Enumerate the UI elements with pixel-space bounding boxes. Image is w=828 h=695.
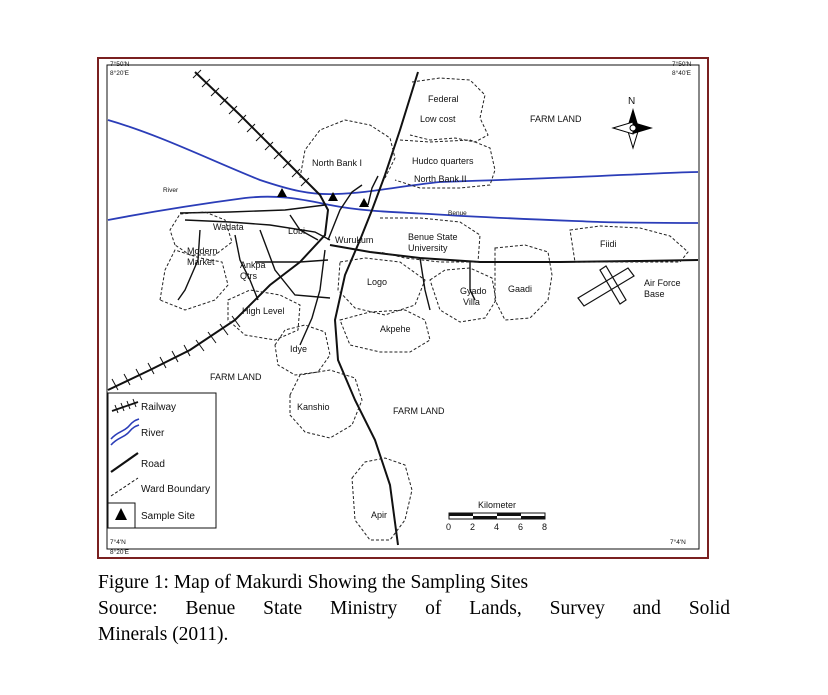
coord-top-right-lat: 7°50'N xyxy=(672,61,692,68)
scale-bar xyxy=(446,500,547,532)
road-logo xyxy=(420,258,430,310)
ward-gaadi xyxy=(495,245,552,320)
label-logo: Logo xyxy=(367,277,388,287)
coord-top-left-lon: 8°20'E xyxy=(110,70,130,77)
label-river-west: River xyxy=(163,187,179,194)
label-farm-land-ne: FARM LAND xyxy=(530,114,582,124)
label-farm-land-s: FARM LAND xyxy=(393,406,445,416)
scale-tick-4: 4 xyxy=(494,522,500,532)
label-wadata: Wadata xyxy=(213,222,244,232)
legend-road-label: Road xyxy=(141,459,165,470)
label-hudco: Hudco quarters xyxy=(412,156,474,166)
label-lobi: Lobi xyxy=(288,226,306,236)
legend-river-label: River xyxy=(141,428,165,439)
scale-tick-8: 8 xyxy=(542,522,548,532)
label-federal: Federal xyxy=(428,94,459,104)
sample-site-3 xyxy=(359,198,369,207)
road-ankpa xyxy=(255,260,328,262)
river-south-bank xyxy=(108,197,698,223)
air-force-base-symbol xyxy=(578,266,634,306)
road-north-south xyxy=(335,72,418,545)
coord-top-left-lat: 7°50'N xyxy=(110,61,130,68)
label-benue-state-1: Benue State xyxy=(408,232,458,242)
label-gyado-2: Villa xyxy=(463,297,480,307)
label-modern-market-2: Market xyxy=(187,257,215,267)
coord-bottom-left-lat: 7°4'N xyxy=(110,539,126,546)
label-wurukum: Wurukum xyxy=(335,235,374,245)
label-benue-state-2: University xyxy=(408,243,448,253)
label-north-bank-2: North Bank II xyxy=(414,174,467,184)
label-air-force-1: Air Force xyxy=(644,278,681,288)
ward-fiidi xyxy=(570,226,688,262)
label-idye: Idye xyxy=(290,344,308,354)
label-ankpa-1: Ankpa xyxy=(240,260,266,270)
scale-tick-0: 0 xyxy=(446,522,452,532)
label-high-level: High Level xyxy=(242,306,285,316)
ward-federal-low-cost xyxy=(410,78,488,142)
ward-north-bank-1 xyxy=(300,120,395,178)
coord-bottom-left-lon: 8°20'E xyxy=(110,549,130,556)
label-gyado-1: Gyado xyxy=(460,286,487,296)
coord-top-right-lon: 8°40'E xyxy=(672,70,692,77)
figure-caption xyxy=(98,570,730,648)
label-north-bank-1: North Bank I xyxy=(312,158,363,168)
legend-sample-site-label: Sample Site xyxy=(141,511,195,522)
map-legend xyxy=(108,393,216,528)
ward-apir xyxy=(352,458,412,540)
road-west-2 xyxy=(185,220,330,240)
scale-title: Kilometer xyxy=(478,500,517,510)
label-kanshio: Kanshio xyxy=(297,402,330,412)
label-low-cost: Low cost xyxy=(420,114,456,124)
sample-site-1 xyxy=(277,188,287,197)
label-ankpa-2: Qtrs xyxy=(240,271,257,281)
scale-tick-6: 6 xyxy=(518,522,524,532)
label-fiidi: Fiidi xyxy=(600,239,617,249)
label-apir: Apir xyxy=(371,510,388,520)
north-label: N xyxy=(628,96,636,107)
caption-source-cont: Minerals (2011). xyxy=(98,624,229,645)
caption-title: Figure 1: Map of Makurdi Showing the Sampling Sites xyxy=(98,572,529,593)
caption-source: Source: Benue State Ministry of Lands, Survey and Solid xyxy=(98,598,730,619)
scale-tick-2: 2 xyxy=(470,522,476,532)
coord-bottom-right-lat: 7°4'N xyxy=(670,539,686,546)
label-river-east: Benue xyxy=(448,210,467,217)
label-air-force-2: Base xyxy=(644,289,665,299)
label-akpehe: Akpehe xyxy=(380,324,411,334)
legend-ward-label: Ward Boundary xyxy=(141,484,211,495)
label-modern-market-1: Modern xyxy=(187,246,218,256)
label-gaadi: Gaadi xyxy=(508,284,533,294)
north-arrow-icon xyxy=(613,108,653,148)
legend-railway-label: Railway xyxy=(141,402,177,413)
railway-ties xyxy=(112,70,309,390)
label-farm-land-w: FARM LAND xyxy=(210,372,262,382)
road-east-west xyxy=(330,245,698,262)
